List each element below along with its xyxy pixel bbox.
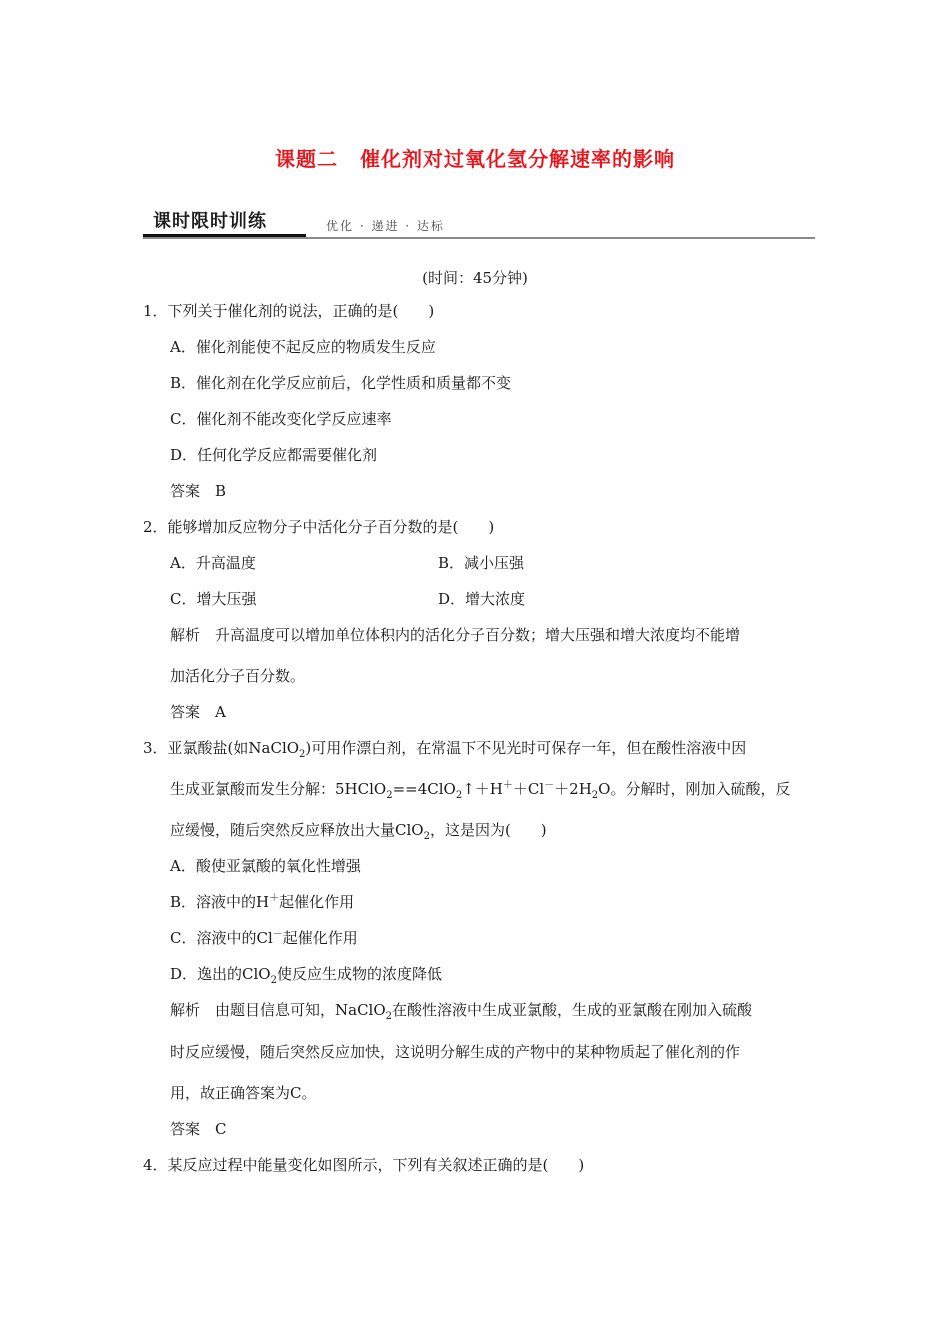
- q2-analysis-line2: 加活化分子百分数。: [170, 667, 306, 685]
- q1-option-c: C．催化剂不能改变化学反应速率: [170, 410, 392, 428]
- q2-analysis-line1: 解析 升高温度可以增加单位体积内的活化分子百分数；增大压强和增大浓度均不能增: [170, 626, 741, 644]
- q3-analysis-line3: 用，故正确答案为C。: [170, 1084, 317, 1102]
- section-banner: [143, 207, 815, 239]
- q1-option-d: D．任何化学反应都需要催化剂: [170, 446, 378, 464]
- q4-stem: 4．某反应过程中能量变化如图所示，下列有关叙述正确的是( ): [143, 1156, 585, 1174]
- page-title: 课题二 催化剂对过氧化氢分解速率的影响: [275, 147, 675, 171]
- q3-option-c: C．溶液中的Cl－起催化作用: [170, 929, 358, 947]
- q3-option-a: A．酸使亚氯酸的氧化性增强: [170, 857, 361, 875]
- q3-stem-line1: 3．亚氯酸盐(如NaClO$_2$)可用作漂白剂，在常温下不见光时可保存一年，但在酸性溶液中因: [143, 739, 747, 760]
- q3-stem-line3: 应缓慢，随后突然反应释放出大量ClO$_2$，这是因为( ): [170, 821, 547, 842]
- q3-option-b: B．溶液中的H＋起催化作用: [170, 893, 355, 911]
- q3-analysis-line2: 时反应缓慢，随后突然反应加快，这说明分解生成的产物中的某种物质起了催化剂的作: [170, 1043, 741, 1061]
- q3-stem-line2: 生成亚氯酸而发生分解：$5HClO_2==4ClO_2↑+H^++Cl^-+2H_2O$。分解时，刚加入硫酸，反: [170, 780, 791, 801]
- banner-rule: [143, 237, 815, 239]
- q3-analysis-line1: 解析 由题目信息可知，NaClO$_2$在酸性溶液中生成亚氯酸，生成的亚氯酸在刚加入硫酸: [170, 1001, 753, 1022]
- q1-option-a: A．催化剂能使不起反应的物质发生反应: [170, 338, 436, 356]
- time-note: (时间：45分钟): [422, 269, 528, 287]
- banner-heading: 课时限时训练: [143, 207, 306, 237]
- q1-answer: 答案 B: [170, 482, 227, 500]
- q2-option-c: C．增大压强: [170, 590, 257, 608]
- q2-option-a: A．升高温度: [170, 554, 256, 572]
- q2-option-d: D．增大浓度: [438, 590, 526, 608]
- q2-stem: 2．能够增加反应物分子中活化分子百分数的是( ): [143, 518, 495, 536]
- q1-option-b: B．催化剂在化学反应前后，化学性质和质量都不变: [170, 374, 512, 392]
- q3-answer: 答案 C: [170, 1120, 227, 1138]
- q3-option-d: D．逸出的ClO$_2$使反应生成物的浓度降低: [170, 965, 442, 986]
- q1-stem: 1．下列关于催化剂的说法，正确的是( ): [143, 302, 435, 320]
- banner-subtitle: 优化 · 递进 · 达标: [326, 219, 445, 233]
- q2-answer: 答案 A: [170, 703, 226, 721]
- q2-option-b: B．减小压强: [438, 554, 525, 572]
